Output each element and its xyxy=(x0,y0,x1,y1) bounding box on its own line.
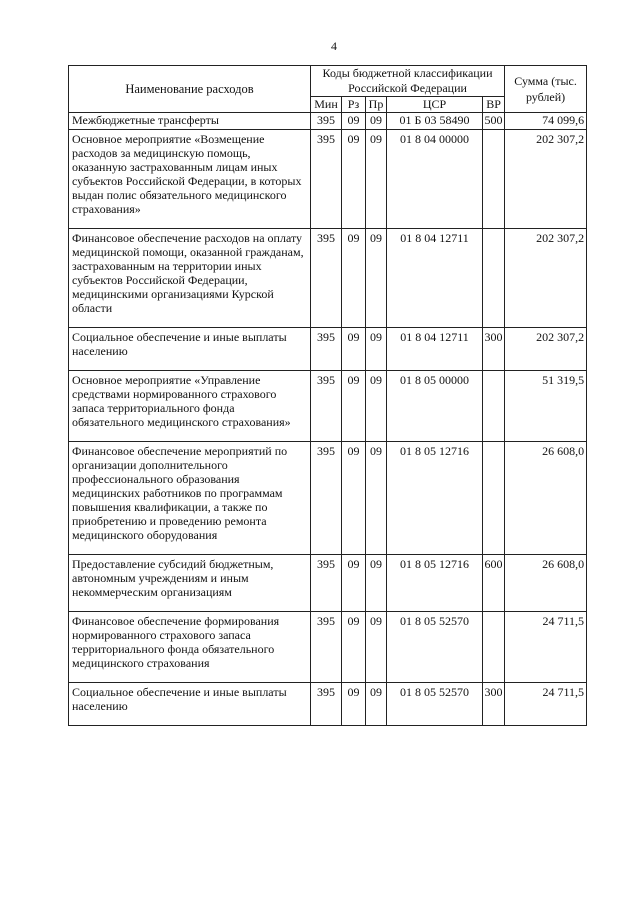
cell-vr xyxy=(483,229,505,328)
cell-expense-name: Основное мероприятие «Управление средствами нормированного страхового запаса территориального фонда обязательного медицинского страхования» xyxy=(69,371,311,442)
header-vr: ВР xyxy=(483,97,505,113)
budget-expenses-table xyxy=(68,65,587,726)
cell-pr: 09 xyxy=(366,371,387,442)
cell-rz: 09 xyxy=(342,683,366,726)
cell-vr xyxy=(483,130,505,229)
cell-csr: 01 Б 03 58490 xyxy=(387,113,483,130)
cell-min: 395 xyxy=(311,328,342,371)
table-row xyxy=(69,328,587,371)
cell-expense-name: Финансовое обеспечение мероприятий по организации дополнительного профессионального образования медицинских работников по программам повышения квалификации, а также по приобретению и проведению ремонта медицинского оборудования xyxy=(69,442,311,555)
header-row-top xyxy=(69,66,587,97)
cell-vr: 500 xyxy=(483,113,505,130)
cell-rz: 09 xyxy=(342,555,366,612)
cell-min: 395 xyxy=(311,555,342,612)
cell-rz: 09 xyxy=(342,371,366,442)
cell-sum: 74 099,6 xyxy=(505,113,587,130)
cell-rz: 09 xyxy=(342,130,366,229)
cell-min: 395 xyxy=(311,612,342,683)
cell-expense-name: Межбюджетные трансферты xyxy=(69,113,311,130)
cell-sum: 202 307,2 xyxy=(505,229,587,328)
cell-expense-name: Финансовое обеспечение расходов на оплату медицинской помощи, оказанной гражданам, застрахованным на территории иных субъектов Российской Федерации, медицинскими организациями Курской области xyxy=(69,229,311,328)
header-budget-codes: Коды бюджетной классификации Российской Федерации xyxy=(311,66,505,97)
cell-expense-name: Основное мероприятие «Возмещение расходов за медицинскую помощь, оказанную застрахованным лицам иных субъектов Российской Федерации, в которых выдан полис обязательного медицинского страхования» xyxy=(69,130,311,229)
cell-min: 395 xyxy=(311,229,342,328)
cell-sum: 26 608,0 xyxy=(505,555,587,612)
table-row xyxy=(69,612,587,683)
header-expense-name: Наименование расходов xyxy=(69,66,311,113)
page-number: 4 xyxy=(331,39,337,53)
cell-csr: 01 8 04 12711 xyxy=(387,229,483,328)
cell-pr: 09 xyxy=(366,113,387,130)
cell-vr xyxy=(483,371,505,442)
header-pr: Пр xyxy=(366,97,387,113)
cell-csr: 01 8 05 52570 xyxy=(387,683,483,726)
cell-pr: 09 xyxy=(366,442,387,555)
cell-sum: 202 307,2 xyxy=(505,328,587,371)
cell-vr xyxy=(483,612,505,683)
cell-rz: 09 xyxy=(342,229,366,328)
cell-expense-name: Предоставление субсидий бюджетным, автономным учреждениям и иным некоммерческим организациям xyxy=(69,555,311,612)
cell-vr: 300 xyxy=(483,683,505,726)
cell-rz: 09 xyxy=(342,442,366,555)
cell-rz: 09 xyxy=(342,328,366,371)
table-row xyxy=(69,683,587,726)
table-row xyxy=(69,371,587,442)
cell-vr xyxy=(483,442,505,555)
table-body xyxy=(69,113,587,726)
cell-vr: 300 xyxy=(483,328,505,371)
cell-min: 395 xyxy=(311,130,342,229)
cell-sum: 24 711,5 xyxy=(505,683,587,726)
cell-csr: 01 8 04 12711 xyxy=(387,328,483,371)
table-row xyxy=(69,130,587,229)
cell-rz: 09 xyxy=(342,113,366,130)
cell-sum: 51 319,5 xyxy=(505,371,587,442)
cell-csr: 01 8 05 12716 xyxy=(387,555,483,612)
cell-csr: 01 8 05 00000 xyxy=(387,371,483,442)
cell-vr: 600 xyxy=(483,555,505,612)
cell-rz: 09 xyxy=(342,612,366,683)
cell-csr: 01 8 04 00000 xyxy=(387,130,483,229)
cell-csr: 01 8 05 52570 xyxy=(387,612,483,683)
header-min: Мин xyxy=(311,97,342,113)
cell-pr: 09 xyxy=(366,683,387,726)
cell-expense-name: Социальное обеспечение и иные выплаты населению xyxy=(69,328,311,371)
cell-csr: 01 8 05 12716 xyxy=(387,442,483,555)
header-csr: ЦСР xyxy=(387,97,483,113)
header-rz: Рз xyxy=(342,97,366,113)
cell-min: 395 xyxy=(311,371,342,442)
table-row xyxy=(69,113,587,130)
cell-sum: 24 711,5 xyxy=(505,612,587,683)
cell-min: 395 xyxy=(311,442,342,555)
cell-pr: 09 xyxy=(366,328,387,371)
header-sum: Сумма (тыс. рублей) xyxy=(505,66,587,113)
cell-pr: 09 xyxy=(366,130,387,229)
table-row xyxy=(69,442,587,555)
table-row xyxy=(69,555,587,612)
cell-min: 395 xyxy=(311,113,342,130)
cell-sum: 202 307,2 xyxy=(505,130,587,229)
cell-expense-name: Финансовое обеспечение формирования нормированного страхового запаса территориального фонда обязательного медицинского страхования xyxy=(69,612,311,683)
cell-sum: 26 608,0 xyxy=(505,442,587,555)
cell-pr: 09 xyxy=(366,612,387,683)
cell-expense-name: Социальное обеспечение и иные выплаты населению xyxy=(69,683,311,726)
cell-min: 395 xyxy=(311,683,342,726)
cell-pr: 09 xyxy=(366,229,387,328)
cell-pr: 09 xyxy=(366,555,387,612)
table-row xyxy=(69,229,587,328)
